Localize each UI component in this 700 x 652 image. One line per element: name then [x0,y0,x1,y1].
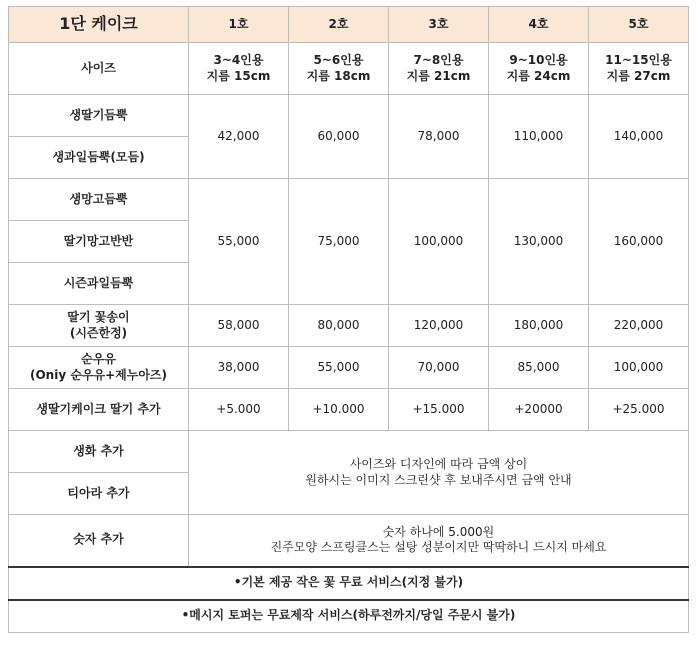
menu-label-line: (Oniy 순우유+제누아즈) [29,367,168,382]
diameter: 지름 15cm [206,68,271,83]
size-1-header: 1호 [189,7,289,43]
size-cell [389,43,489,95]
table-row [9,347,689,389]
note-row [9,567,689,600]
size-cell [589,43,689,95]
note-text: •메시지 토퍼는 무료제작 서비스(하루전까지/당일 주문시 불가) [9,600,689,633]
price-note-line: 진주모양 스프링클스는 설탕 성분이지만 딱딱하니 드시지 마세요 [270,540,607,555]
table-row [9,179,689,221]
size-row [9,43,689,95]
table-row [9,515,689,567]
note-row [9,600,689,633]
diameter: 지름 21cm [406,68,471,83]
people-count: 3~4인용 [213,52,264,67]
price-cell: +15.000 [389,389,489,431]
diameter: 지름 24cm [506,68,571,83]
price-cell: 60,000 [289,95,389,179]
size-cell [189,43,289,95]
price-cell: 110,000 [489,95,589,179]
price-cell: 130,000 [489,179,589,305]
price-cell: 55,000 [189,179,289,305]
price-cell: 80,000 [289,305,389,347]
price-cell: 160,000 [589,179,689,305]
size-3-header: 3호 [389,7,489,43]
people-count: 11~15인용 [605,52,672,67]
cake-price-table [8,6,689,633]
menu-label: 숫자 추가 [9,515,189,567]
menu-label: 생화 추가 [9,431,189,473]
diameter: 지름 27cm [606,68,671,83]
price-cell: +25.000 [589,389,689,431]
size-cell [489,43,589,95]
size-5-header: 5호 [589,7,689,43]
price-note-line: 사이즈와 디자인에 따라 금액 상이 [349,456,528,471]
table-row [9,305,689,347]
people-count: 7~8인용 [413,52,464,67]
size-cell [289,43,389,95]
price-cell: 78,000 [389,95,489,179]
size-2-header: 2호 [289,7,389,43]
price-cell: 38,000 [189,347,289,389]
note-text: •기본 제공 작은 꽃 무료 서비스(지정 불가) [9,567,689,600]
menu-label: 생딸기듬뿍 [9,95,189,137]
price-cell: 85,000 [489,347,589,389]
table-row [9,431,689,473]
price-note-line: 숫자 하나에 5.000원 [382,524,495,539]
price-cell: +10.000 [289,389,389,431]
menu-label-line: (시즌한정) [69,325,128,340]
price-note-cell [189,515,689,567]
header-row [9,7,689,43]
price-note-line: 원하시는 이미지 스크린샷 후 보내주시면 금액 안내 [305,472,572,487]
people-count: 5~6인용 [313,52,364,67]
menu-label: 티아라 추가 [9,473,189,515]
menu-label: 시즌과일듬뿍 [9,263,189,305]
menu-label-line: 순우유 [81,351,116,366]
menu-label [9,347,189,389]
cake-price-table-container [8,6,689,633]
price-cell: 58,000 [189,305,289,347]
menu-label [9,305,189,347]
price-note-cell [189,431,689,515]
price-cell: +5.000 [189,389,289,431]
price-cell: +20000 [489,389,589,431]
size-label: 사이즈 [9,43,189,95]
menu-label: 생망고듬뿍 [9,179,189,221]
price-cell: 100,000 [589,347,689,389]
menu-label: 생과일듬뿍(모듬) [9,137,189,179]
menu-label: 딸기망고반반 [9,221,189,263]
price-cell: 100,000 [389,179,489,305]
price-cell: 180,000 [489,305,589,347]
price-cell: 75,000 [289,179,389,305]
price-cell: 120,000 [389,305,489,347]
people-count: 9~10인용 [509,52,568,67]
price-cell: 70,000 [389,347,489,389]
table-row [9,95,689,137]
price-cell: 220,000 [589,305,689,347]
table-title: 1단 케이크 [9,7,189,43]
table-row [9,389,689,431]
menu-label: 생딸기케이크 딸기 추가 [9,389,189,431]
price-cell: 42,000 [189,95,289,179]
size-4-header: 4호 [489,7,589,43]
menu-label-line: 딸기 꽃송이 [67,309,130,324]
diameter: 지름 18cm [306,68,371,83]
price-cell: 55,000 [289,347,389,389]
price-cell: 140,000 [589,95,689,179]
